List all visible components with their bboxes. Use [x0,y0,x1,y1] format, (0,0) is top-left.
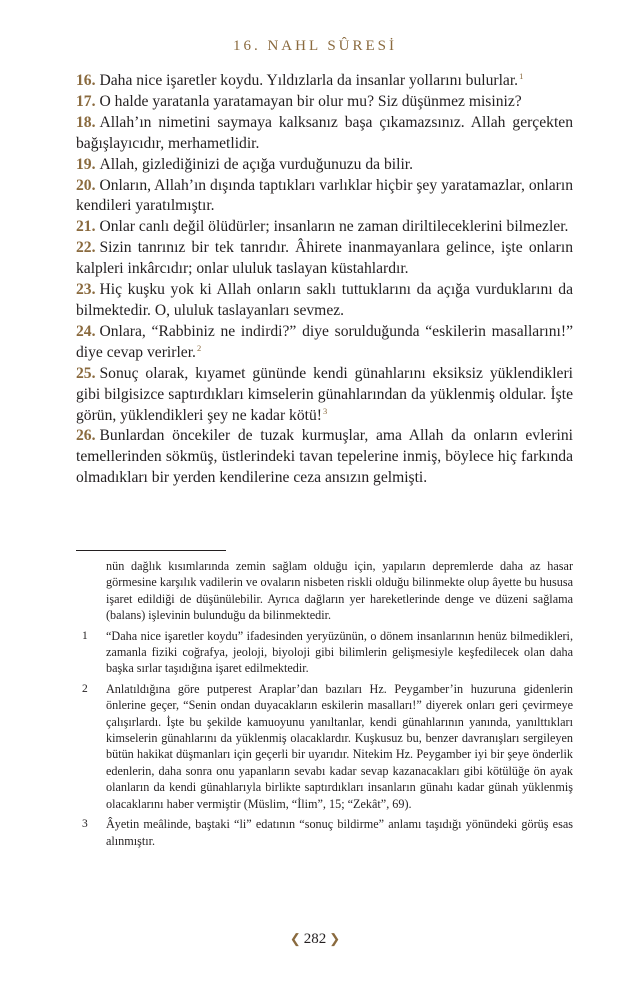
footnote-divider [76,550,226,551]
footnote-1 [76,628,573,677]
verse-24 [76,322,573,364]
surah-title: 16. NAHL SÛRESİ [232,38,398,54]
verse-text: Onlara, “Rabbiniz ne indirdi?” diye sorulduğunda “eskilerin masallarını!” diye cevap verirler. [76,322,573,361]
footnote-ref[interactable]: 1 [519,71,524,81]
left-ornament-icon: ❮ [289,931,301,946]
verse-number: 20. [76,176,96,194]
verse-text: Hiç kuşku yok ki Allah onların saklı tuttuklarını da açığa vurduklarını da bilmektedir. O, ululuk taslayanları sevmez. [76,281,573,319]
verse-26 [76,426,573,489]
verse-18 [76,113,573,155]
verse-21 [76,217,573,238]
footnote-text: Âyetin meâlinde, baştaki “li” edatının “sonuç bildirme” anlamı taşıdığı yönündeki görüş esas alınmıştır. [106,817,573,848]
verse-17 [76,92,573,113]
verse-text: Bunlardan öncekiler de tuzak kurmuşlar, ama Allah da onların evlerini temellerinden sökmüş, üstlerindeki tavan tepelerine inmiş, böylece hiç farkında olmadıkları bir yerden kendilerine ceza ansızın gelmişti. [76,427,573,487]
verse-number: 22. [76,239,96,257]
running-header [0,38,630,55]
verse-number: 16. [76,72,96,89]
verse-list [76,71,573,489]
right-ornament-icon: ❯ [329,931,341,946]
footnote-number: 1 [82,629,88,642]
verse-number: 25. [76,364,96,382]
verse-text: O halde yaratanla yaratamayan bir olur mu? Siz düşünmez misiniz? [99,92,522,110]
footnote-number: 2 [82,682,88,695]
verse-number: 18. [76,113,96,131]
verse-text: Allah, gizlediğinizi de açığa vurduğunuzu da bilir. [99,155,414,173]
footnote-number: 3 [82,818,88,831]
verse-23 [76,280,573,322]
verse-16 [76,71,573,92]
footnote-text: Anlatıldığına göre putperest Araplar’dan bazıları Hz. Peygamber’in huzuruna gidenlerin önlerine geçer, “Senin ondan duyacakların eskilerin masalları!” diyerek onları geri çevirmeye çalışırlardı. İşte bu şekilde kamuoyunu yanıltanlar, kendi günahlarının yanında, yanılttıkları kimselerin günahlarını da yüklenmiş olacaklardır. Kuşkusuz bu, benzer davranışları sergileyen bütün hakikat düşmanları için geçerli bir uyarıdır. Nitekim Hz. Peygamber iyi bir şeye önderlik edenlerin, daha sonra onu yapanların sevabı kadar sevap kazanacakları gibi kötülüğe ön ayak olanların da kendi günahlarıyla birlikte saptırdıkları insanların günahı kadar günah yüklenmiş olacaklarını haber vermiştir (Müslim, “İlim”, 15; “Zekât”, 69). [106,681,573,811]
verse-text: Onların, Allah’ın dışında taptıkları varlıklar hiçbir şey yaratamazlar, onların kendileri yaratılmıştır. [76,176,573,215]
verse-number: 19. [76,155,96,173]
footnote-2 [76,681,573,812]
footnote-ref[interactable]: 2 [196,342,202,353]
verse-number: 17. [76,92,96,110]
verse-text: Sonuç olarak, kıyamet gününde kendi günahlarını eksiksiz yüklendikleri gibi bilgisizce saptırdıkları kimselerin günahlarından da yüklenmiş oldular. İşte görün, yüklendikleri şey ne kadar kötü! [76,364,573,424]
verse-number: 21. [76,218,96,236]
verse-text: Allah’ın nimetini saymaya kalksanız başa çıkamazsınız. Allah gerçekten bağışlayıcıdır, merhametlidir. [76,113,573,152]
footnote-text: nün dağlık kısımlarında zemin sağlam olduğu için, yapıların depremlerde daha az hasar görmesine karşılık vadilerin ve ovaların nisbeten riskli olduğu bilinmekte olup âyette bu hususa işaret edildiği de düşünülebilir. Ayrıca dağların yer hareketlerinde denge ve düzeni sağlama (balans) işlevinin bulunduğu da bilinmektedir. [106,559,573,623]
verse-text: Onlar canlı değil ölüdürler; insanların ne zaman diriltileceklerini bilmezler. [99,218,569,236]
verse-25 [76,364,573,427]
page-number-footer [0,931,630,948]
footnote-ref[interactable]: 3 [322,405,328,416]
verse-number: 24. [76,322,96,340]
footnote-3 [76,816,573,849]
verse-22 [76,238,573,280]
footnote-text: “Daha nice işaretler koydu” ifadesinden yeryüzünün, o dönem insanlarının henüz bilmedikleri, zamanla fiziki coğrafya, jeoloji, biyoloji gibi bilimlerin gelişmesiyle keşfedilecek olan daha başka sırlar taşıdığına işaret edilmektedir. [106,628,573,676]
verse-19 [76,155,573,176]
page-number: 282 [303,931,327,947]
footnote-continued [76,558,573,624]
verse-number: 26. [76,427,96,445]
verse-text: Daha nice işaretler koydu. Yıldızlarla da insanlar yollarını bulurlar. [99,72,519,89]
verse-number: 23. [76,281,96,299]
verse-text: Sizin tanrınız bir tek tanrıdır. Âhirete inanmayanlara gelince, işte onların kalpleri inkârcıdır; onlar ululuk taslayan küstahlardır. [76,239,573,278]
footnote-list [76,558,573,853]
verse-20 [76,176,573,218]
